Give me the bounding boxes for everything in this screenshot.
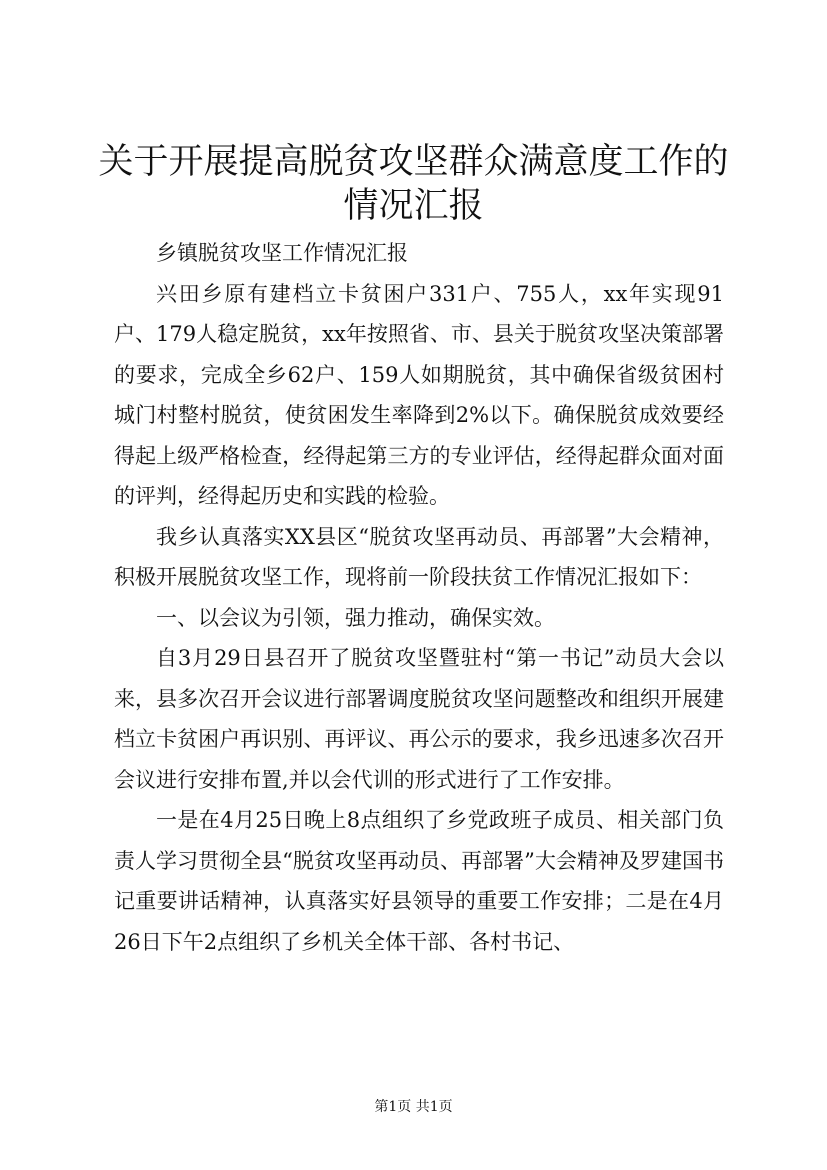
paragraph-subtitle: 乡镇脱贫攻坚工作情况汇报 (156, 241, 408, 265)
paragraph-intro: 我乡认真落实XX县区“脱贫攻坚再动员、再部署”大会精神，积极开展脱贫攻坚工作，现将前一阶段扶贫工作情况汇报如下： (114, 524, 724, 589)
section-heading-1: 一、以会议为引领，强力推动，确保实效。 (156, 605, 555, 630)
paragraph-overview: 兴田乡原有建档立卡贫困户331户、755人，xx年实现91户、179人稳定脱贫，xx年按照省、市、县关于脱贫攻坚决策部署的要求，完成全乡62户、159人如期脱贫，其中确保省级贫困村城门村整村脱贫，使贫困发生率降到2%以下。确保脱贫成效要经得起上级严格检查，经得起第三方的专业评估，经得起群众面对面的评判，经得起历史和实践的检验。 (114, 281, 724, 508)
paragraph-meetings: 自3月29日县召开了脱贫攻坚暨驻村“第一书记”动员大会以来，县多次召开会议进行部署调度脱贫攻坚问题整改和组织开展建档立卡贫困户再识别、再评议、再公示的要求，我乡迅速多次召开会议进行安排布置,并以会代训的形式进行了工作安排。 (114, 646, 724, 792)
document-title: 关于开展提高脱贫攻坚群众满意度工作的情况汇报 (98, 142, 729, 226)
document-body (114, 233, 724, 962)
paragraph-details: 一是在4月25日晚上8点组织了乡党政班子成员、相关部门负责人学习贯彻全县“脱贫攻坚再动员、再部署”大会精神及罗建国书记重要讲话精神，认真落实好县领导的重要工作安排；二是在4月26日下午2点组织了乡机关全体干部、各村书记、 (114, 808, 724, 954)
page-footer: 第1页 共1页 (374, 1099, 453, 1115)
